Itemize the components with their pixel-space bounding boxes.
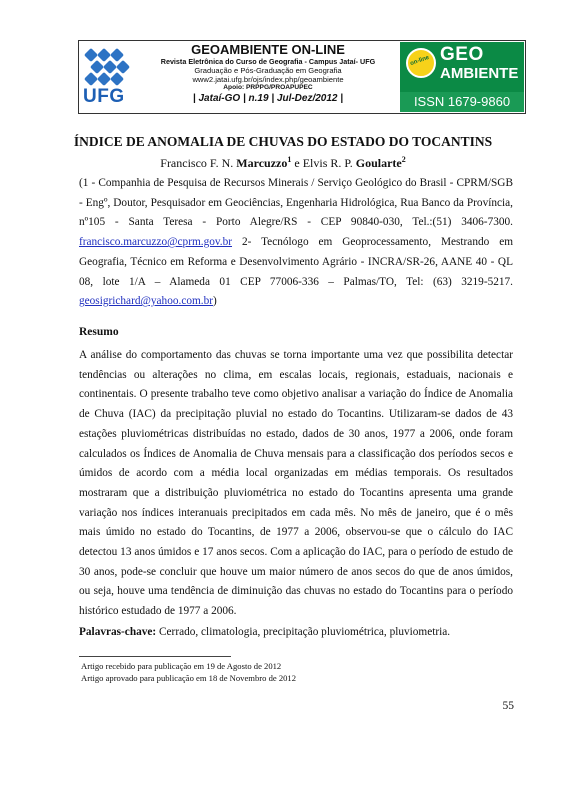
journal-title: GEOAMBIENTE ON-LINE <box>191 42 345 57</box>
journal-subtitle: Revista Eletrônica do Curso de Geografia - Campus Jataí- UFG <box>160 57 376 66</box>
logo-ambiente-text: AMBIENTE <box>440 65 519 82</box>
journal-issue: | Jataí-GO | n.19 | Jul-Dez/2012 | <box>192 93 344 104</box>
footnote-rule <box>79 656 231 657</box>
geoambiente-logo <box>400 42 524 112</box>
affiliation-part2: 2- Tecnólogo em Geoprocessamento, Mestrando em Geografia, Técnico em Reforma e Desenvolvimento Agrário - INCRA/SR-26, AANE 40 - QL 08, lote 1/A – Alameda 01 CEP 77006-336 – Palmas/TO, Tel: (63) 3219-5217. <box>79 236 513 288</box>
keywords <box>79 626 513 638</box>
affiliation-close: ) <box>213 295 217 308</box>
author2-surname: Goularte <box>355 156 402 170</box>
author1-given: Francisco F. N. <box>160 156 237 170</box>
abstract-heading: Resumo <box>79 326 119 338</box>
journal-header <box>78 40 526 114</box>
article-title: ÍNDICE DE ANOMALIA DE CHUVAS DO ESTADO DO TOCANTINS <box>73 134 493 149</box>
journal-program: Graduação e Pós-Graduação em Geografia <box>194 66 342 75</box>
journal-url[interactable]: www2.jatai.ufg.br/ojs/index.php/geoambiente <box>192 75 344 84</box>
email2-link[interactable]: geosigrichard@yahoo.com.br <box>79 295 214 308</box>
journal-info <box>135 41 401 113</box>
footnote-approved: Artigo aprovado para publicação em 18 de Novembro de 2012 <box>81 673 297 683</box>
keywords-list: Cerrado, climatologia, precipitação pluviométrica, pluviometria. <box>156 626 451 638</box>
page-number: 55 <box>502 700 514 712</box>
logo-geo-text: GEO <box>440 44 484 65</box>
ufg-logo <box>80 42 134 112</box>
footnote-received: Artigo recebido para publicação em 19 de Agosto de 2012 <box>81 661 282 671</box>
author1-surname: Marcuzzo <box>236 156 288 170</box>
issn-label: ISSN 1679-9860 <box>400 92 524 112</box>
geoambiente-logo-banner <box>400 42 524 92</box>
author1-sup: 1 <box>287 155 292 164</box>
keywords-label: Palavras-chave: <box>79 626 157 638</box>
abstract-text: A análise do comportamento das chuvas se torna importante uma vez que possibilita detectar tendências ou alterações no clima, em escalas locais, regionais, estaduais, nacionais e continentais. O presente trabalho teve como objetivo analisar a variação do Índice de Anomalia de Chuva (IAC) da precipitação pluvial no estado do Tocantins. Utilizaram-se dados de 43 estações pluviométricas distribuídas no estado, dados de 30 anos, 1977 a 2006, onde foram calculados os Índices de Anomalia de Chuva mensais para a classificação dos períodos secos e úmidos de acordo com a média local organizadas em médias temporais. Os resultados mostraram que a distribuição pluviométrica no estado do Tocantins apresenta uma grande variação nos índices interanuais precipitados em cada mês. No mês de janeiro, que é o mês mais úmido no estado do Tocantins, de 1977 a 2006, observou-se que o cálculo do IAC detectou 13 anos úmidos e 17 anos secos. Com a aplicação do IAC, para o período de estudo de 30 anos, pode-se concluir que houve um maior número de anos secos do que de anos úmidos, ou seja, houve uma tendência de diminuição das chuvas no estado do Tocantins para o período histórico estudado de 1977 a 2006. <box>79 349 513 618</box>
author2-sup: 2 <box>401 155 406 164</box>
ufg-logo-text: UFG <box>83 86 125 107</box>
email1-link[interactable]: francisco.marcuzzo@cprm.gov.br <box>79 236 233 249</box>
journal-support: Apoio: PRPPG/PROAPUPEC <box>223 84 313 91</box>
logo-online-text: on-line <box>409 54 431 68</box>
article-authors <box>0 155 566 171</box>
affiliations <box>79 174 513 312</box>
author-joiner: e Elvis R. P. <box>291 156 356 170</box>
affiliation-part1: (1 - Companhia de Pesquisa de Recursos Minerais / Serviço Geológico do Brasil - CPRM/SGB - Engº, Doutor, Pesquisador em Geociências, Engenharia Hidrológica, Rua Banco da Província, nº105 - Santa Teresa - Porto Alegre/RS - CEP 90840-030, Tel.:(51) 3406-7300. <box>79 177 513 229</box>
